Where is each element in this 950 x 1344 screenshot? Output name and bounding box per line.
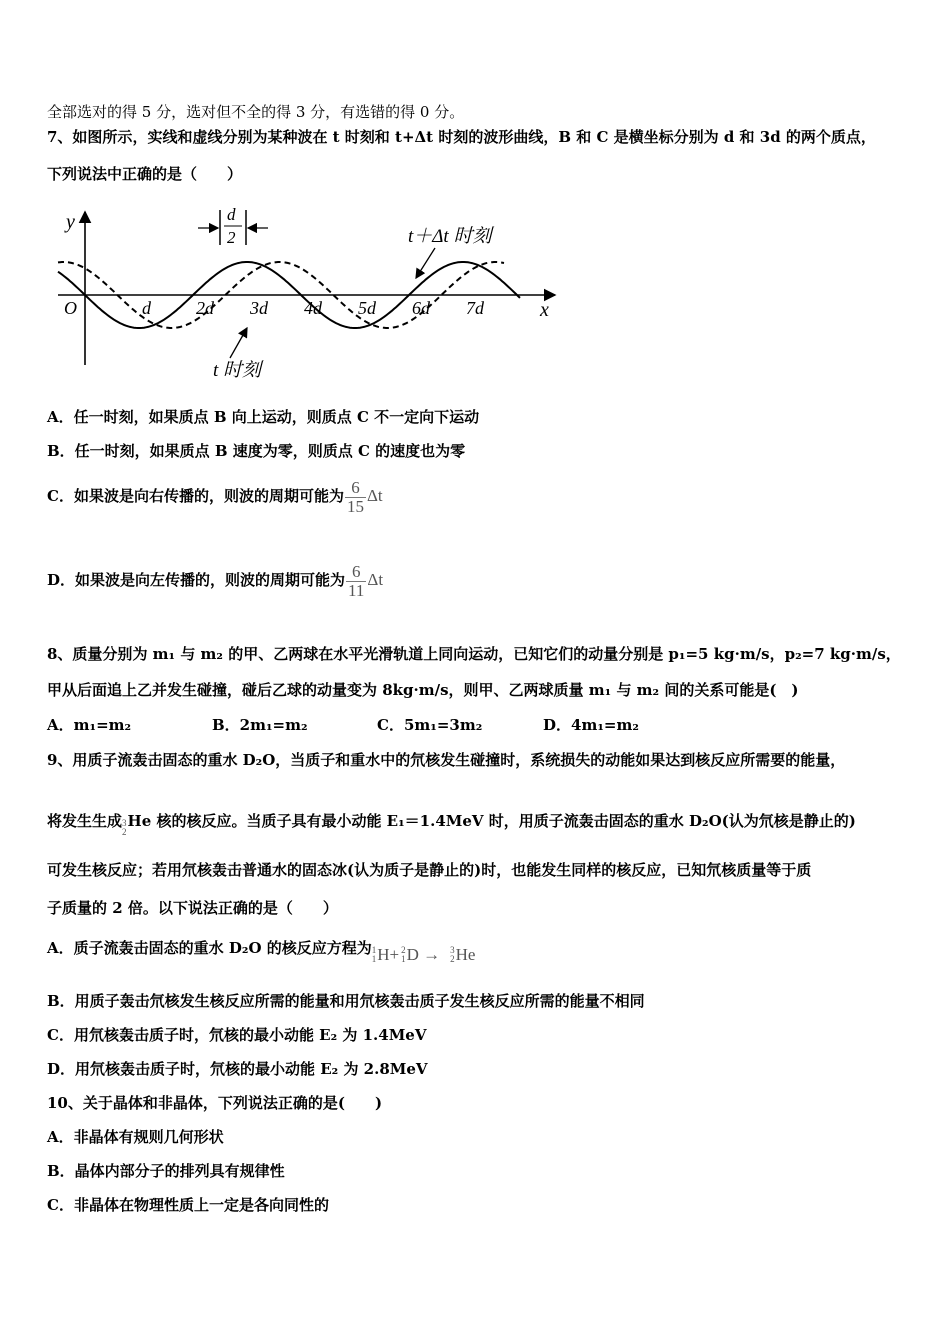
q7-option-d-text: D．如果波是向左传播的，则波的周期可能为 (47, 571, 346, 589)
q8-stem-1: 8、质量分别为 m₁ 与 m₂ 的甲、乙两球在水平光滑轨道上同向运动，已知它们的动量分别是 p₁=5 kg·m/s，p₂=7 kg·m/s， (47, 645, 901, 663)
he-symbol: He (455, 945, 476, 964)
x-axis-label: x (540, 299, 549, 321)
q7-option-d (47, 558, 383, 602)
he-z: 2 (450, 954, 455, 964)
x-tick-label-7: 7d (466, 298, 484, 318)
q7-c-fraction (345, 479, 366, 516)
q8-stem-2: 甲从后面追上乙并发生碰撞，碰后乙球的动量变为 8kg·m/s，则甲、乙两球质量 m₁ 与 m₂ 间的关系可能是( ) (47, 681, 799, 699)
d-symbol: D → (406, 945, 441, 964)
q7-d-fraction (346, 563, 366, 600)
x-tick-label-6: 6d (412, 298, 430, 318)
q7-c-den: 15 (346, 496, 364, 516)
intro-line: 全部选对的得 5 分，选对但不全的得 3 分，有选错的得 0 分。 (47, 103, 465, 121)
d-z: 1 (401, 954, 406, 964)
q7-stem-1: 7、如图所示，实线和虚线分别为某种波在 t 时刻和 t+Δt 时刻的波形曲线，B 和 C 是横坐标分别为 d 和 3d 的两个质点， (47, 128, 876, 146)
q8-option-d: D．4m₁=m₂ (543, 716, 639, 734)
reaction-equation (372, 933, 476, 977)
origin-label: O (64, 298, 77, 318)
q7-c-num: 6 (351, 477, 360, 497)
q9-stem-2b: He 核的核反应。当质子具有最小动能 E₁＝1.4MeV 时，用质子流轰击固态的重水 D₂O(认为氘核是静止的) (127, 812, 856, 830)
x-tick-label-5: 5d (358, 298, 376, 318)
x-tick-label-2: 2d (196, 298, 214, 318)
y-axis-label: y (66, 211, 75, 233)
q9-option-a (47, 926, 475, 977)
dashed-wave-label: t＋Δt 时刻 (408, 226, 492, 247)
q7-wave-figure (50, 200, 570, 390)
q7-option-b: B．任一时刻，如果质点 B 速度为零，则质点 C 的速度也为零 (47, 442, 466, 460)
q7-d-num: 6 (351, 561, 361, 581)
q9-stem-2a: 将发生生成 (47, 812, 123, 830)
he-mass-number: 3 (122, 818, 127, 828)
q9-stem-1: 9、用质子流轰击固态的重水 D₂O，当质子和重水中的氘核发生碰撞时，系统损失的动能如果达到核反应所需要的能量， (47, 751, 846, 769)
q7-option-c-text: C．如果波是向右传播的，则波的周期可能为 (47, 487, 344, 505)
h-symbol: H+ (377, 945, 400, 964)
q10-option-a: A．非晶体有规则几何形状 (47, 1128, 224, 1146)
x-tick-label-3: 3d (250, 298, 268, 318)
q7-stem-2: 下列说法中正确的是（ ） (47, 165, 243, 183)
q8-option-b: B．2m₁=m₂ (212, 716, 308, 734)
half-d-numerator: d (227, 205, 236, 224)
q9-stem-4: 子质量的 2 倍。以下说法正确的是（ ） (47, 899, 338, 917)
q9-option-a-text: A．质子流轰击固态的重水 D₂O 的核反应方程为 (47, 939, 372, 957)
q10-option-c: C．非晶体在物理性质上一定是各向同性的 (47, 1196, 329, 1214)
x-tick-label-4: 4d (304, 298, 322, 318)
q10-stem: 10、关于晶体和非晶体，下列说法正确的是( ) (47, 1094, 383, 1112)
solid-label-pointer (230, 328, 247, 358)
q7-d-den: 11 (348, 580, 365, 600)
q7-c-tail: Δt (366, 486, 383, 505)
q7-option-c (47, 474, 383, 518)
d-mass: 2 (401, 945, 406, 955)
q9-stem-3: 可发生核反应；若用氘核轰击普通水的固态冰(认为质子是静止的)时，也能发生同样的核反应，已知氘核质量等于质 (47, 861, 812, 879)
q7-d-tail: Δt (367, 570, 384, 589)
q9-stem-2 (47, 799, 856, 843)
solid-wave-label: t 时刻 (213, 360, 262, 381)
q10-option-b: B．晶体内部分子的排列具有规律性 (47, 1162, 285, 1180)
q9-option-d: D．用氘核轰击质子时，氘核的最小动能 E₂ 为 2.8MeV (47, 1060, 428, 1078)
q8-option-a: A．m₁=m₂ (47, 716, 132, 734)
q9-option-c: C．用氘核轰击质子时，氘核的最小动能 E₂ 为 1.4MeV (47, 1026, 427, 1044)
half-d-denominator: 2 (227, 228, 236, 247)
q7-option-a: A．任一时刻，如果质点 B 向上运动，则质点 C 不一定向下运动 (47, 408, 480, 426)
he-mass: 3 (450, 945, 455, 955)
h-z: 1 (371, 954, 377, 964)
x-tick-label-1: d (142, 298, 151, 318)
q9-option-b: B．用质子轰击氘核发生核反应所需的能量和用氘核轰击质子发生核反应所需的能量不相同 (47, 992, 645, 1010)
q8-option-c: C．5m₁=3m₂ (377, 716, 483, 734)
he-atomic-number: 2 (122, 827, 127, 837)
h-mass: 1 (371, 945, 377, 955)
